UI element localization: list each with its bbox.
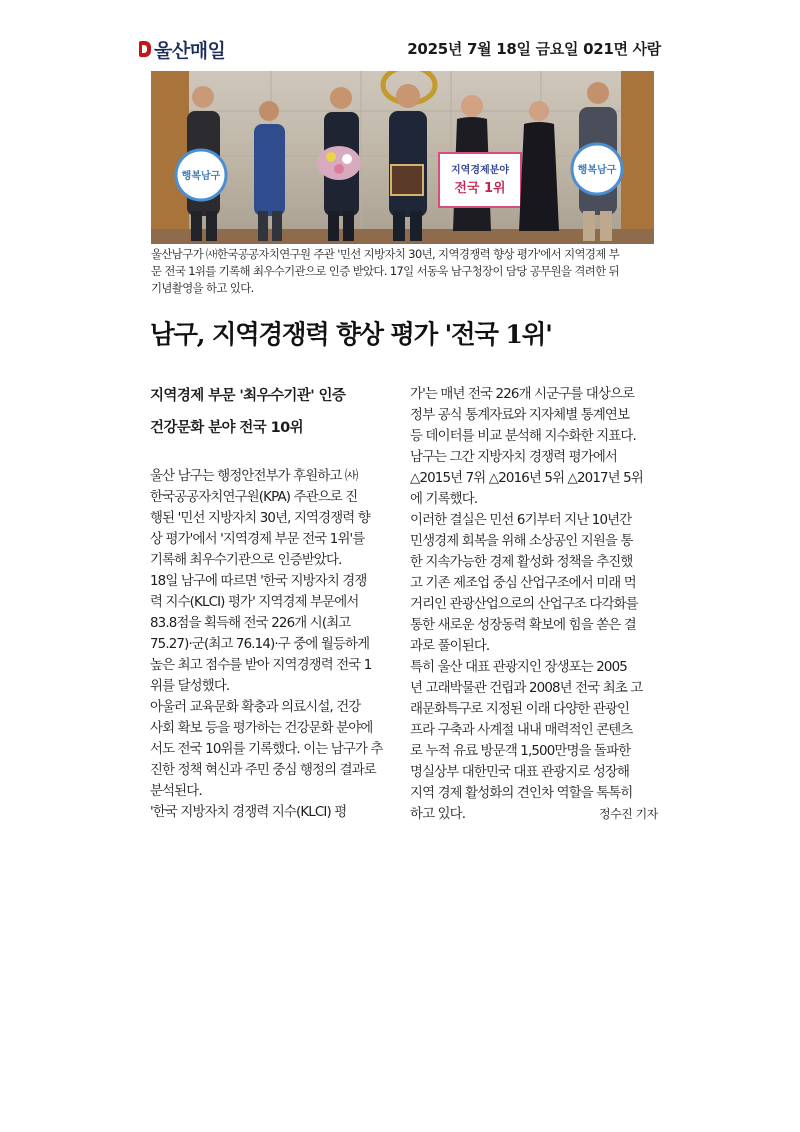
left-round-sign xyxy=(176,150,226,200)
body-line: 서도 전국 10위를 기록했다. 이는 남구가 추 xyxy=(150,742,383,757)
body-line: 로 누적 유료 방문객 1,500만명을 돌파한 xyxy=(410,744,631,759)
body-line: 프라 구축과 사계절 내내 매력적인 콘텐츠 xyxy=(410,723,633,738)
body-line: 상 평가'에서 '지역경제 부문 전국 1위'를 xyxy=(150,532,365,547)
photo-caption xyxy=(151,246,661,297)
body-line: △2015년 7위 △2016년 5위 △2017년 5위 xyxy=(410,471,643,486)
logo-mark-icon xyxy=(139,41,151,57)
body-line: 거리인 관광산업으로의 산업구조 다각화를 xyxy=(410,597,638,612)
body-line: 하고 있다. xyxy=(410,807,466,822)
left-sign-text: 행복남구 xyxy=(181,171,221,182)
board-line2: 전국 1위 xyxy=(454,181,506,196)
reporter-byline: 정수진 기자 xyxy=(599,807,658,821)
body-line: 이러한 결실은 민선 6기부터 지난 10년간 xyxy=(410,513,632,528)
article-column-right xyxy=(410,384,660,825)
body-line: 등 데이터를 비교 분석해 지수화한 지표다. xyxy=(410,429,636,444)
wood-panel-right xyxy=(621,71,654,244)
body-line: 분석된다. xyxy=(150,784,202,799)
body-line: 83.8점을 획득해 전국 226개 시(최고 xyxy=(150,616,351,631)
masthead xyxy=(139,36,661,62)
body-line: 높은 최고 점수를 받아 지역경쟁력 전국 1 xyxy=(150,658,372,673)
award-plaque xyxy=(391,165,423,195)
person-2 xyxy=(254,101,285,241)
body-line: 력 지수(KLCI) 평가' 지역경제 부문에서 xyxy=(150,595,359,610)
right-sign-text: 행복남구 xyxy=(577,165,617,176)
person-6 xyxy=(519,101,559,231)
body-line: 년 고래박물관 건립과 2008년 전국 최초 고 xyxy=(410,681,643,696)
body-line: 기록해 최우수기관으로 인증받았다. xyxy=(150,553,342,568)
board-line1: 지역경제분야 xyxy=(451,165,509,176)
body-line: 한 지속가능한 경제 활성화 정책을 추진했 xyxy=(410,555,633,570)
article-column-left xyxy=(150,466,395,823)
logo-text: 울산매일 xyxy=(154,39,226,62)
body-line: 정부 공식 통계자료와 지자체별 통계연보 xyxy=(410,408,630,423)
article-subhead-1: 지역경제 부문 '최우수기관' 인증 xyxy=(150,388,346,404)
body-line: 통한 새로운 성장동력 확보에 힘을 쏟은 결 xyxy=(410,618,636,633)
body-line: 가'는 매년 전국 226개 시군구를 대상으로 xyxy=(410,387,635,402)
right-round-sign xyxy=(572,144,622,194)
body-line: 고 기존 제조업 중심 산업구조에서 미래 먹 xyxy=(410,576,636,591)
body-line: 사회 확보 등을 평가하는 건강문화 분야에 xyxy=(150,721,373,736)
body-line: '한국 지방자치 경쟁력 지수(KLCI) 평 xyxy=(150,805,347,820)
body-line: 민생경제 회복을 위해 소상공인 지원을 통 xyxy=(410,534,633,549)
caption-line: 기념촬영을 하고 있다. xyxy=(151,281,254,295)
body-line: 지역 경제 활성화의 견인차 역할을 톡톡히 xyxy=(410,786,633,801)
body-line: 남구는 그간 지방자치 경쟁력 평가에서 xyxy=(410,450,617,465)
body-line: 래문화특구로 지정된 이래 다양한 관광인 xyxy=(410,702,630,717)
body-line: 위를 달성했다. xyxy=(150,679,230,694)
caption-line: 울산남구가 ㈔한국공공자치연구원 주관 '민선 지방자치 30년, 지역경쟁력 향상 평가'에서 지역경제 부 xyxy=(151,247,620,261)
body-line: 울산 남구는 행정안전부가 후원하고 ㈔ xyxy=(150,469,358,484)
body-line: 과로 풀이된다. xyxy=(410,639,490,654)
caption-line: 문 전국 1위를 기록해 최우수기관으로 인증 받았다. 17일 서동욱 남구청장이 담당 공무원을 격려한 뒤 xyxy=(151,264,619,278)
body-line: 한국공공자치연구원(KPA) 주관으로 진 xyxy=(150,490,358,505)
body-line: 에 기록했다. xyxy=(410,492,478,507)
newspaper-logo xyxy=(139,36,225,62)
article-headline: 남구, 지역경쟁력 향상 평가 '전국 1위' xyxy=(150,320,552,350)
news-photo xyxy=(151,71,654,244)
body-line: 75.27)·군(최고 76.14)·구 중에 월등하게 xyxy=(150,637,370,652)
body-line: 명실상부 대한민국 대표 관광지로 성장해 xyxy=(410,765,630,780)
edition-info: 2025년 7월 18일 금요일 021면 사람 xyxy=(407,40,661,58)
body-line: 행된 '민선 지방자치 30년, 지역경쟁력 향 xyxy=(150,511,370,526)
person-4 xyxy=(389,84,427,241)
group-photo-illustration xyxy=(151,71,654,244)
body-line: 아울러 교육문화 확충과 의료시설, 건강 xyxy=(150,700,361,715)
body-line: 18일 남구에 따르면 '한국 지방자치 경쟁 xyxy=(150,574,367,589)
body-line: 특히 울산 대표 관광지인 장생포는 2005 xyxy=(410,660,627,675)
article-subhead-2: 건강문화 분야 전국 10위 xyxy=(150,420,303,436)
person-3 xyxy=(317,87,361,241)
body-line: 진한 정책 혁신과 주민 중심 행정의 결과로 xyxy=(150,763,376,778)
award-board xyxy=(439,153,521,207)
